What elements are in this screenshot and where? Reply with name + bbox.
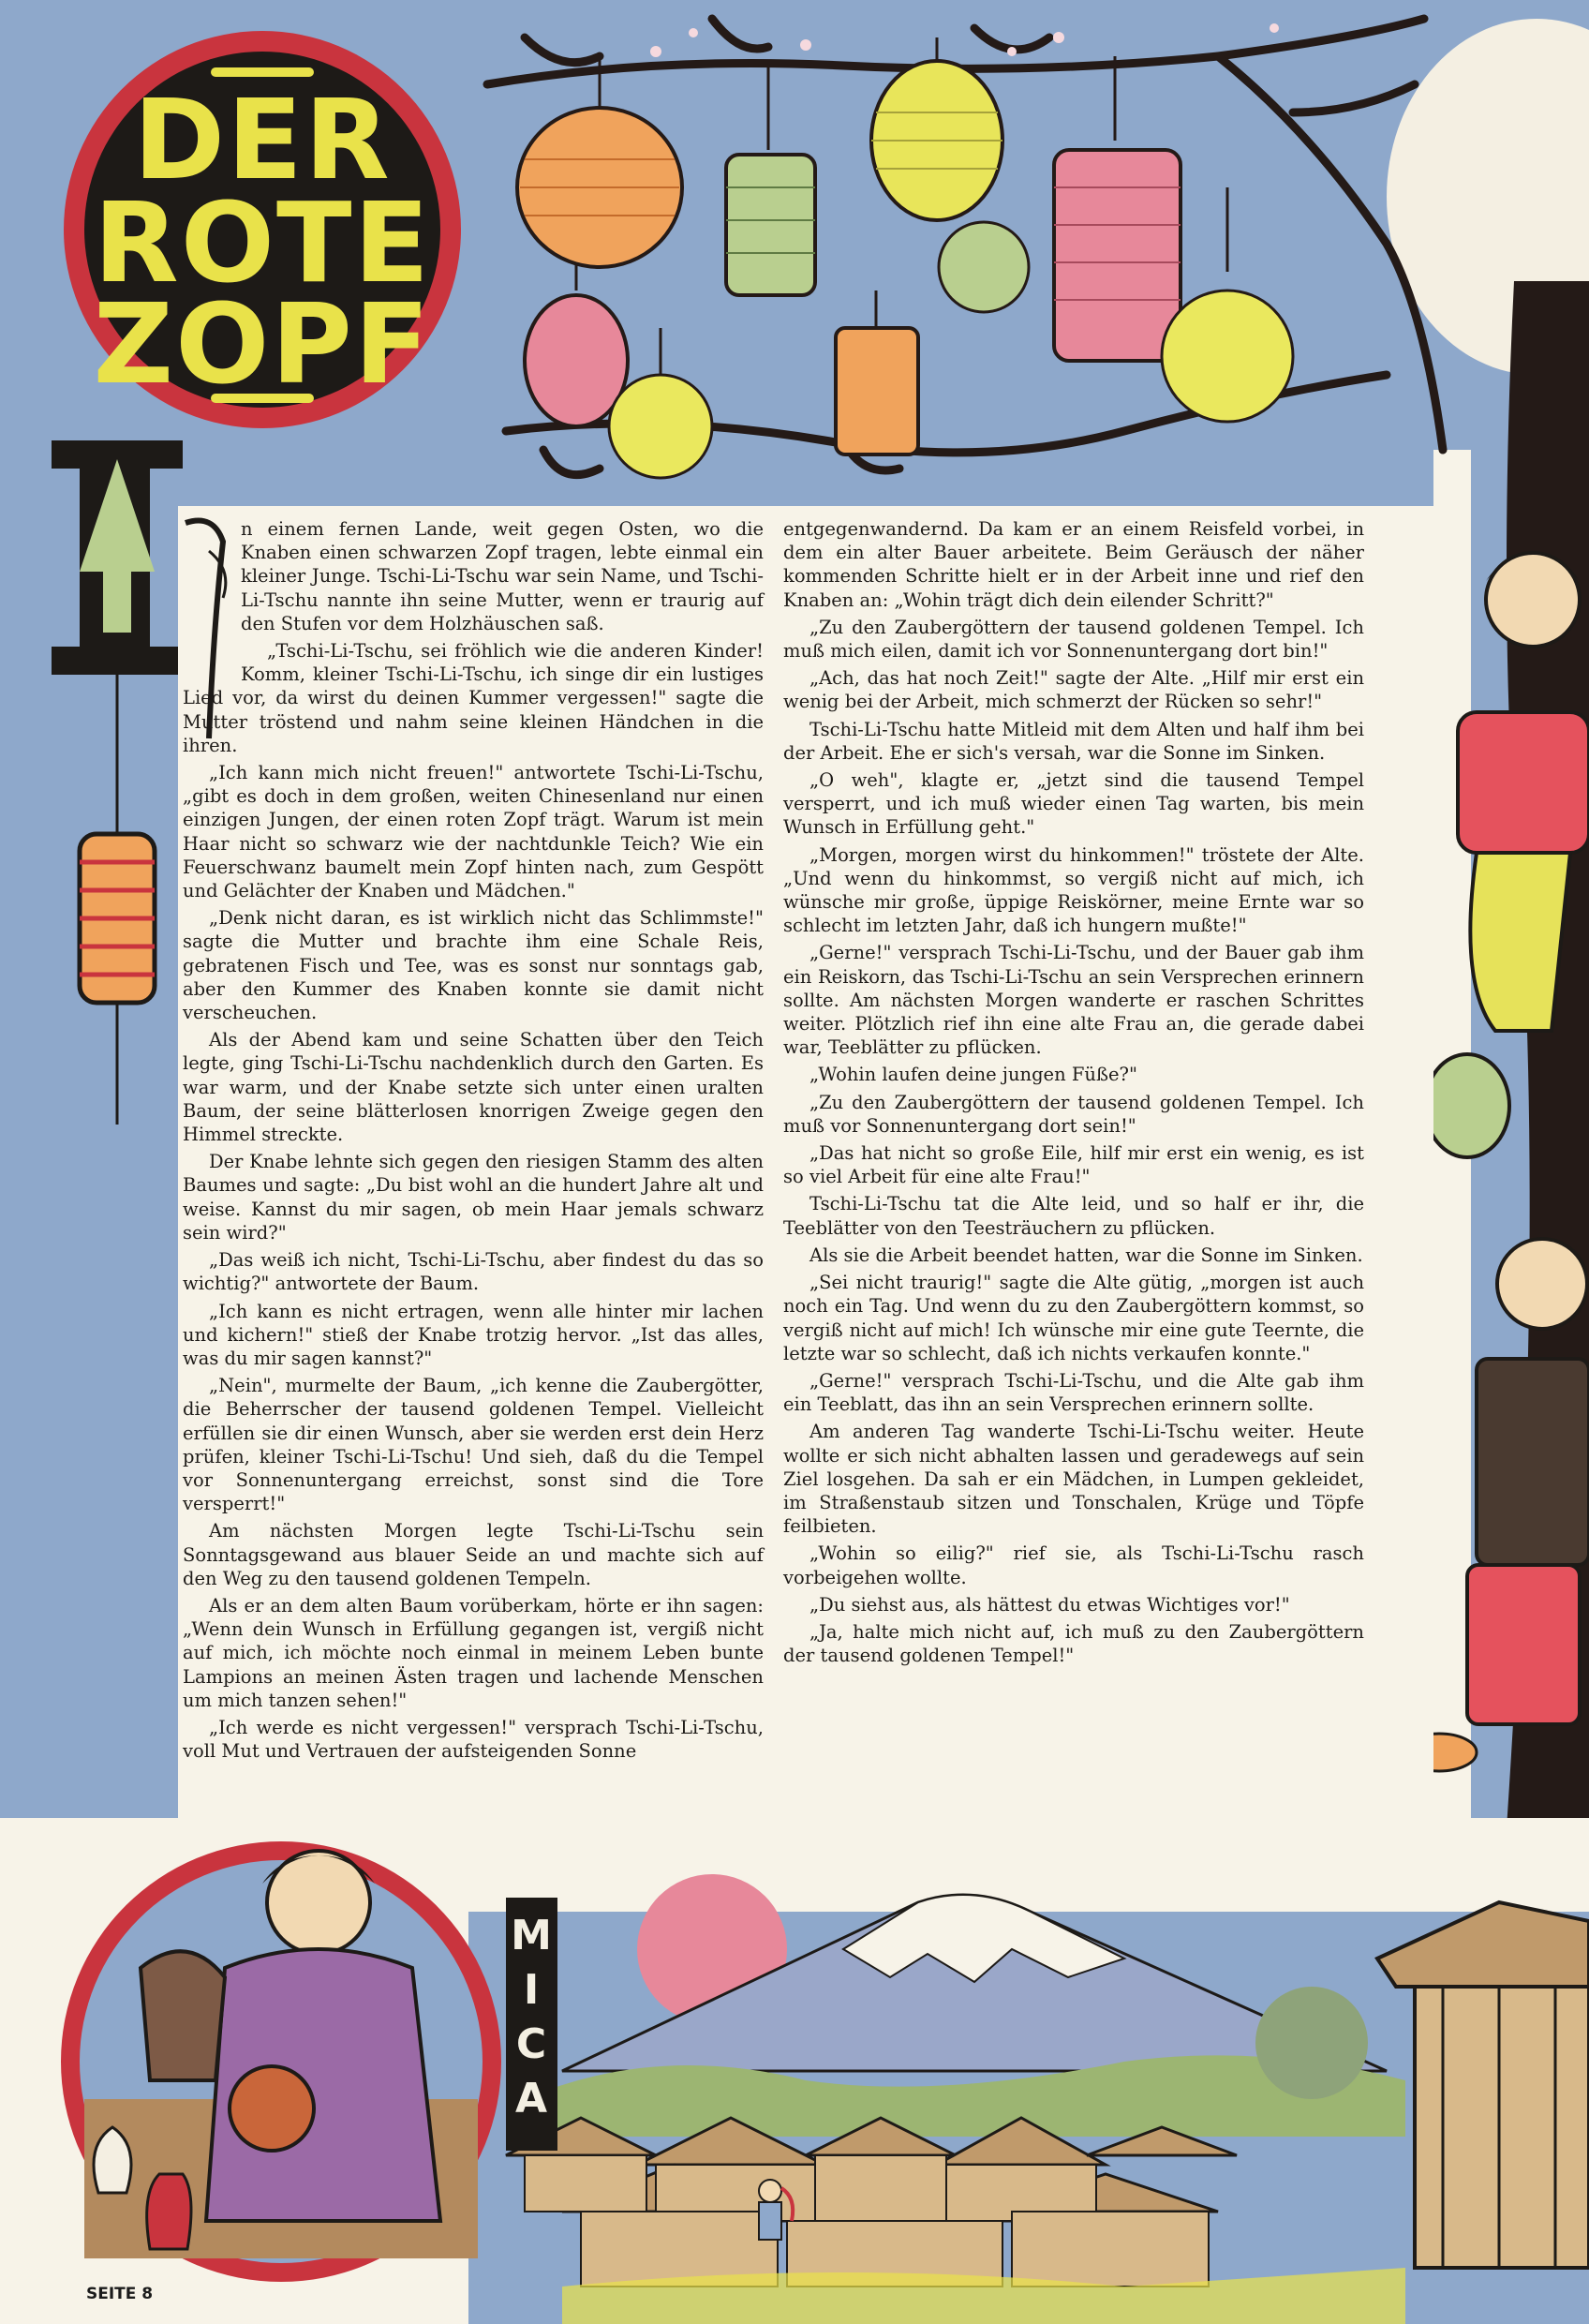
story-paragraph: „Du siehst aus, als hättest du etwas Wichtiges vor!" [809,1593,1290,1616]
sign-letter: A [514,2075,548,2123]
title-line-2: ROTE [93,178,432,307]
story-paragraph: „Tschi-Li-Tschu, sei fröhlich wie die anderen Kinder! Komm, kleiner Tschi-Li-Tschu, ich singe dir ein lustiges Lied vor, da wirst du deinen Kummer vergessen!" sagte die Mutter tröstend und nahm seine kleinen Händchen in die ihren. [183,640,764,756]
page-number: SEITE 8 [86,2285,154,2303]
story-paragraph: Als sie die Arbeit beendet hatten, war die Sonne im Sinken. [809,1244,1363,1266]
story-paragraph: Am anderen Tag wanderte Tschi-Li-Tschu weiter. Heute wollte er sich nicht abhalten lassen und geradewegs auf sein Ziel losgehen. Da sah er ein Mädchen, in Lumpen gekleidet, im Straßenstaub sitzen und Tonschalen, Krüge und Töpfe feilbieten. [783,1421,1364,1538]
story-paragraph: Der Knabe lehnte sich gegen den riesigen Stamm des alten Baumes und sagte: „Du bist wohl an die hundert Jahre alt und weise. Kannst du mir sagen, ob mein Haar jemals schwarz sein wird?" [183,1151,764,1244]
story-column-left [183,517,764,1766]
story-paragraph: „Nein", murmelte der Baum, „ich kenne die Zaubergötter, die Beherrscher der tausend goldenen Tempel. Vielleicht erfüllen sie dir einen Wunsch, aber sie werden erst dein Herz prüfen, kleiner Tschi-Li-Tschu! Und sieh, daß du die Tempel vor Sonnenuntergang erreichst, sonst sind die Tore versperrt!" [183,1375,764,1515]
story-paragraph: „Sei nicht traurig!" sagte die Alte gütig, „morgen ist auch noch ein Tag. Und wenn du zu den Zaubergöttern kommst, so vergiß nicht auf mich! Ich wünsche mir eine gute Teernte, die letzte war so schlecht, daß ich nichts verkaufen konnte." [783,1272,1364,1364]
story-paragraph: „Morgen, morgen wirst du hinkommen!" tröstete der Alte. „Und wenn du hinkommst, so vergiß nicht auf mich, ich wünsche mir große, üppige Reiskörner, meine Ernte war so schlecht im letzten Jahr, daß ich hungern mußte!" [783,843,1364,937]
sign-letter: C [515,2020,547,2068]
story-paragraph: „Gerne!" versprach Tschi-Li-Tschu, und die Alte gab ihm ein Teeblatt, das ihn an sein Versprechen erinnern sollte. [783,1369,1364,1416]
title-badge [47,28,497,440]
story-paragraph: „Gerne!" versprach Tschi-Li-Tschu, und der Bauer gab ihm ein Reiskorn, das Tschi-Li-Tschu an sein Versprechen erinnern sollte. Am nächsten Morgen wanderte er raschen Schrittes weiter. Plötzlich rief ihn eine alte Frau an, die gerade dabei war, Teeblätter zu pflücken. [783,942,1364,1059]
story-paragraph: „Wohin so eilig?" rief sie, als Tschi-Li-Tschu rasch vorbeigehen wollte. [783,1542,1364,1588]
story-paragraph: „Ach, das hat noch Zeit!" sagte der Alte. „Hilf mir erst ein wenig bei der Arbeit, mich schmerzt der Rücken so sehr!" [783,667,1364,713]
story-paragraph: „Zu den Zaubergöttern der tausend goldenen Tempel. Ich muß vor Sonnenuntergang dort sein!" [783,1091,1364,1137]
story-paragraph: „Zu den Zaubergöttern der tausend goldenen Tempel. Ich muß mich eilen, damit ich vor Sonnenuntergang dort bin!" [783,616,1364,663]
title-line-1: DER [133,75,392,204]
story-paragraph: Als der Abend kam und seine Schatten über den Teich legte, ging Tschi-Li-Tschu nachdenklich durch den Garten. Es war warm, und der Knabe setzte sich unter einen uralten Baum, der seine blätterlosen knorrigen Zweige gegen den Himmel streckte. [183,1029,764,1146]
sign-letter: M [511,1912,552,1959]
drop-cap-space [183,517,241,677]
story-paragraph: „Ich kann es nicht ertragen, wenn alle hinter mir lachen und kichern!" stieß der Knabe trotzig hervor. „Ist das alles, was du mir sagen kannst?" [183,1300,764,1369]
story-paragraph: „Ich kann mich nicht freuen!" antwortete Tschi-Li-Tschu, „gibt es doch in dem großen, weiten Chinesenland nur einen einzigen Jungen, der einen roten Zopf trägt. Warum ist mein Haar nicht so schwarz wie der nachtdunkle Teich? Wie ein Feuerschwanz baumelt mein Zopf hinten nach, zum Gespött und Gelächter der Knaben und Mädchen." [183,762,764,902]
lantern-pink [1054,150,1181,361]
lantern-yellow [871,61,1002,220]
story-column-right [783,517,1364,1671]
story-paragraph: „Wohin laufen deine jungen Füße?" [809,1064,1137,1086]
story-paragraph: „Denk nicht daran, es ist wirklich nicht das Schlimmste!" sagte die Mutter und brachte ihm eine Schale Reis, gebratenen Fisch und Tee, was es sonst nur sonntags gab, aber den Kummer des Knaben konnte sie damit nicht verscheuchen. [183,907,764,1024]
story-paragraph: Tschi-Li-Tschu tat die Alte leid, und so half er ihr, die Teeblätter von den Teesträuchern zu pflücken. [783,1193,1364,1239]
lantern-orange [517,108,682,267]
story-paragraph: entgegenwandernd. Da kam er an einem Reisfeld vorbei, in dem ein alter Bauer arbeitete. Beim Geräusch der näher kommenden Schritte hielt er in der Arbeit inne und rief den Knaben an: „Wohin trägt dich dein eilender Schritt?" [783,518,1364,611]
title-line-3: ZOPF [93,279,432,409]
story-paragraph: Tschi-Li-Tschu hatte Mitleid mit dem Alten und half ihm bei der Arbeit. Ehe er sich's versah, war die Sonne im Sinken. [783,718,1364,764]
story-paragraph: „Ich werde es nicht vergessen!" versprach Tschi-Li-Tschu, voll Mut und Vertrauen der aufsteigenden Sonne [183,1716,764,1763]
story-paragraph: n einem fernen Lande, weit gegen Osten, wo die Knaben einen schwarzen Zopf tragen, lebte einmal ein kleiner Junge. Tschi-Li-Tschu war sein Name, und Tschi-Li-Tschu nannte ihn seine Mutter, wenn er traurig auf den Stufen vor dem Holzhäuschen saß. [241,518,764,634]
story-paragraph: „O weh", klagte er, „jetzt sind die tausend Tempel versperrt, und ich muß wieder einen Tag warten, bis mein Wunsch in Erfüllung geht." [783,769,1364,839]
sign-letter: I [523,1966,540,2014]
lantern-green [726,155,815,295]
story-paragraph: Am nächsten Morgen legte Tschi-Li-Tschu sein Sonntagsgewand aus blauer Seide an und machte sich auf den Weg zu den tausend goldenen Tempeln. [183,1520,764,1589]
village-mountain-illustration [0,1818,1589,2324]
story-paragraph: „Das hat nicht so große Eile, hilf mir erst ein wenig, es ist so viel Arbeit für eine alte Frau!" [783,1142,1364,1188]
pottery-girl-vignette [61,1841,501,2282]
story-paragraph: „Das weiß ich nicht, Tschi-Li-Tschu, aber findest du das so wichtig?" antwortete der Baum. [183,1249,764,1295]
story-paragraph: Als er an dem alten Baum vorüberkam, hörte er ihn sagen: „Wenn dein Wunsch in Erfüllung gegangen ist, vergiß nicht auf mich, ich möchte noch einmal in meinem Leben bunte Lampions an meinen Ästen tragen und lachende Menschen um mich tanzen sehen!" [183,1594,764,1711]
story-paragraph: „Ja, halte mich nicht auf, ich muß zu den Zaubergöttern der tausend goldenen Tempel!" [783,1620,1364,1667]
